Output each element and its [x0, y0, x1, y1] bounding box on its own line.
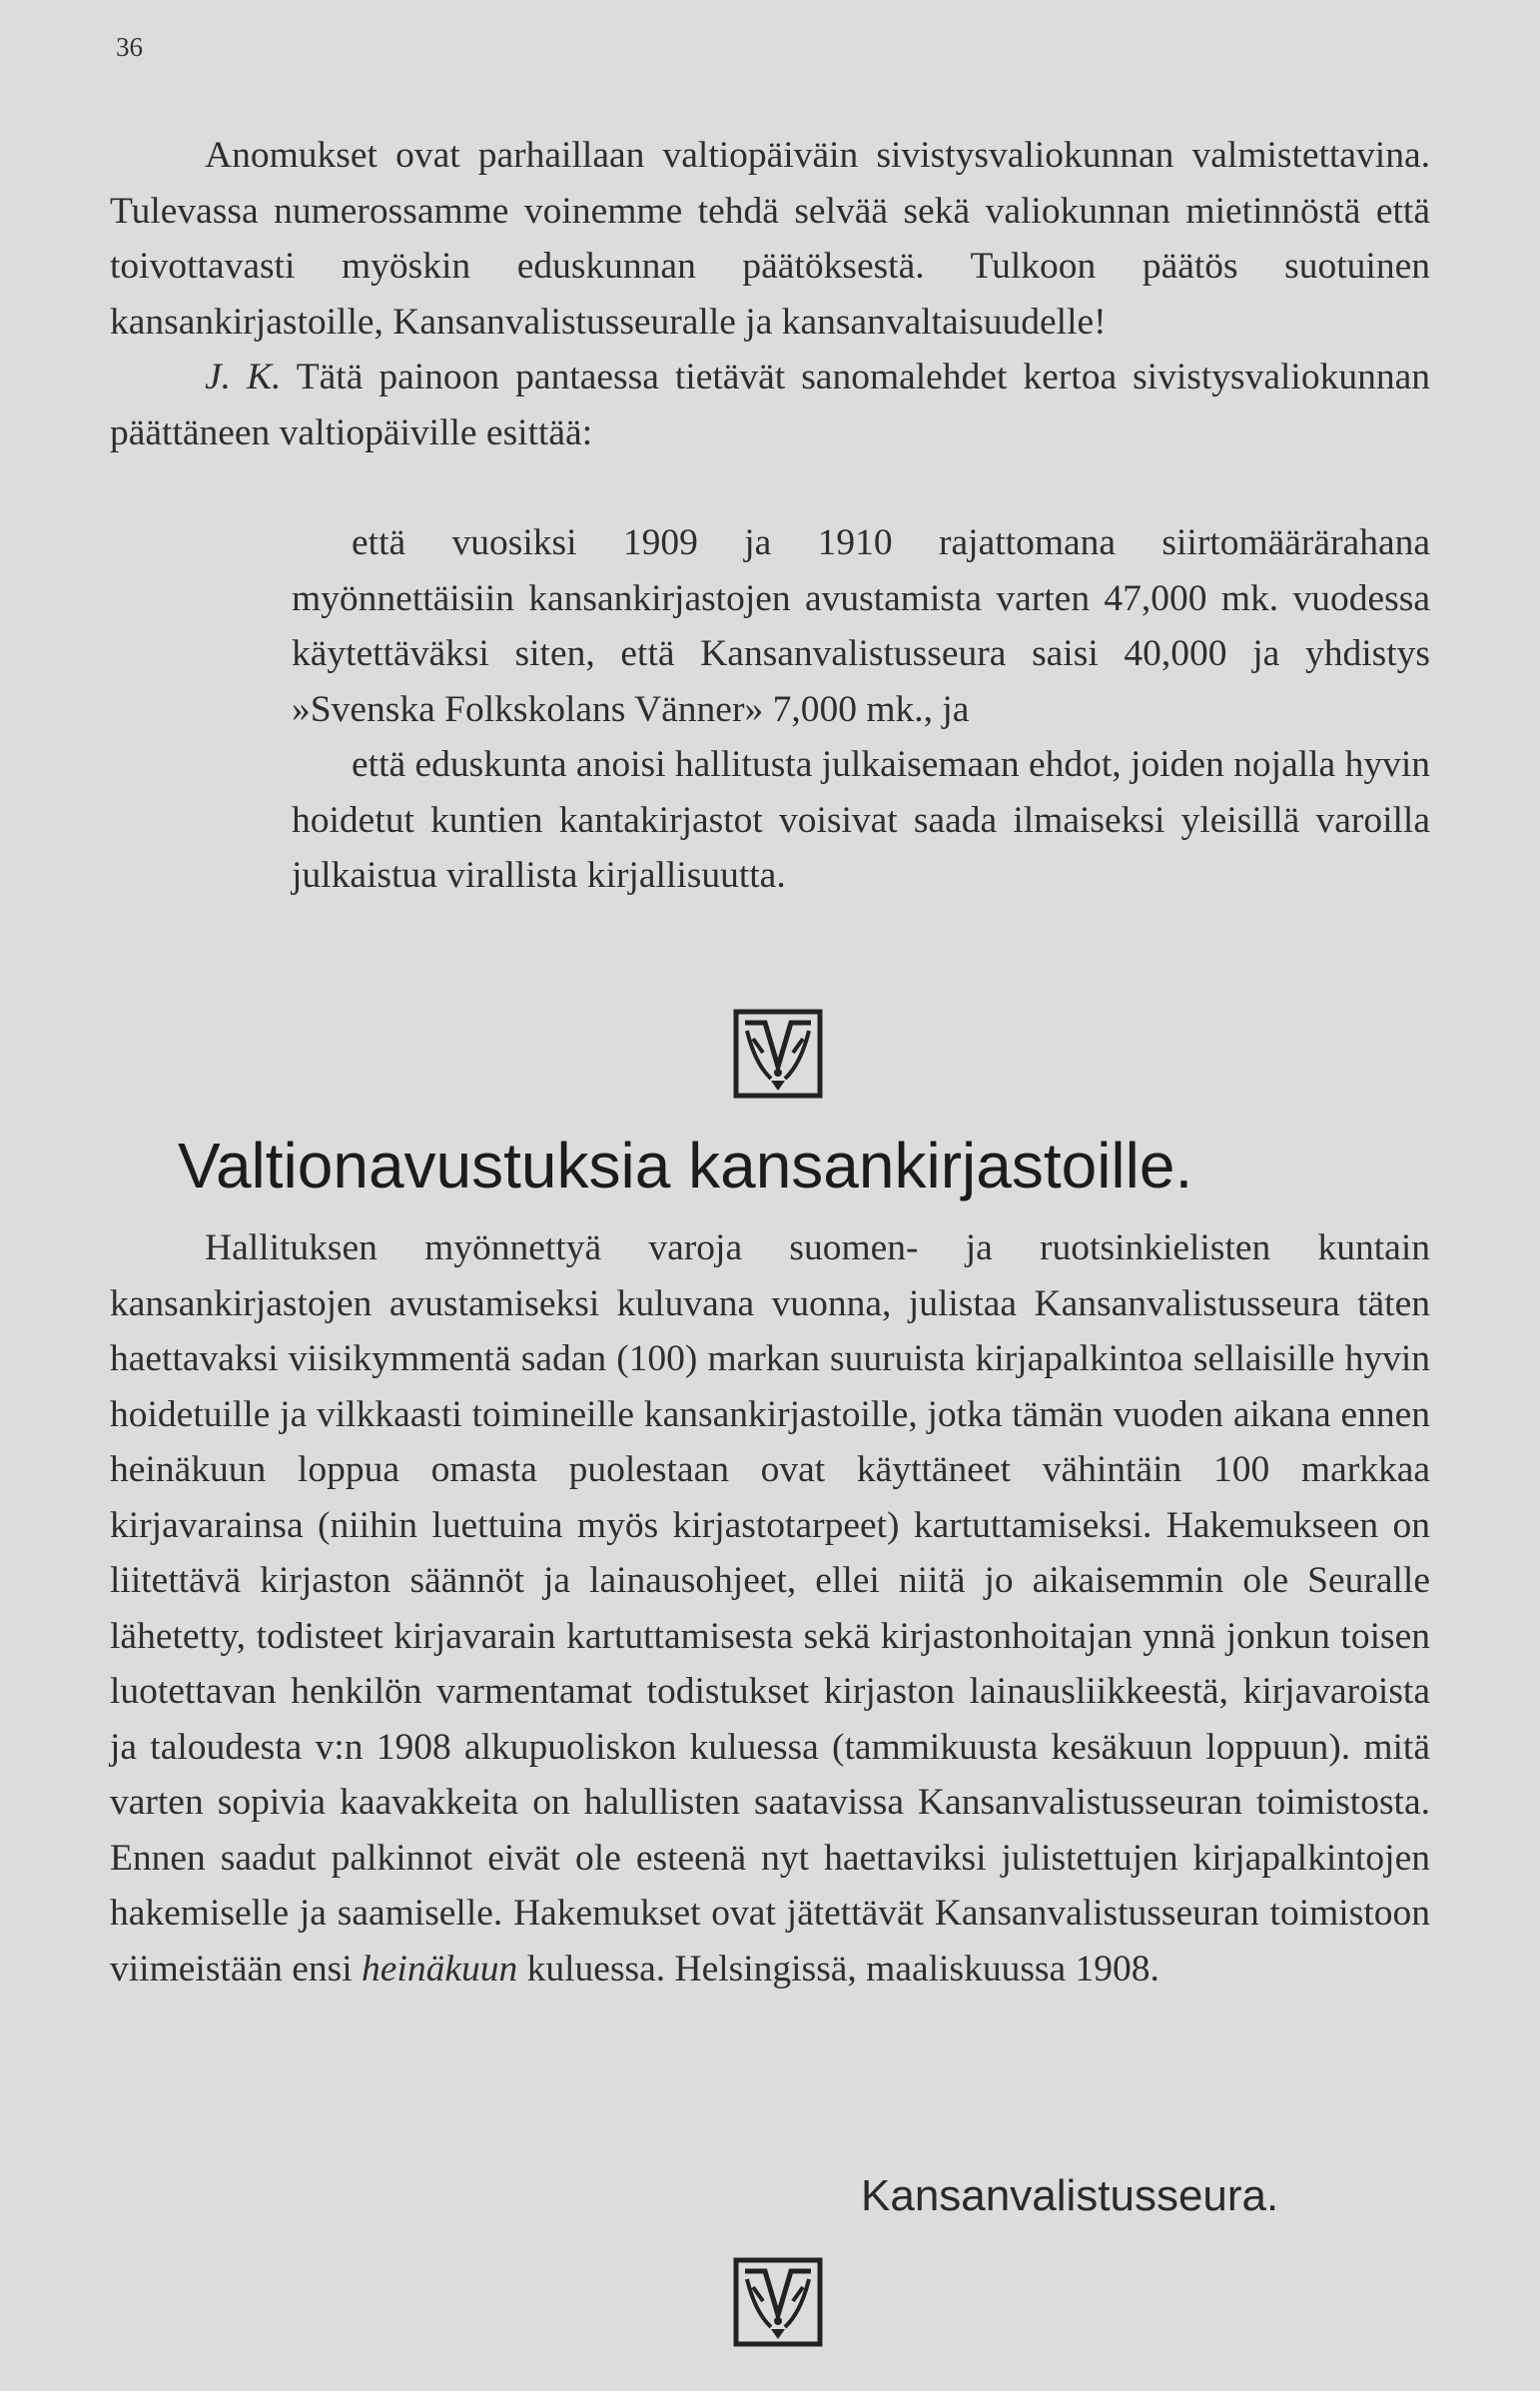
intro-section: [110, 128, 1430, 460]
author-initials: J. K.: [205, 357, 282, 398]
proposal-quote: [292, 515, 1430, 904]
intro-paragraph-2-text: Tätä painoon pantaessa tietävät sanomalehdet kertoa sivistysvaliokunnan päättäneen valtiopäiville esittää:: [110, 357, 1430, 453]
announcement-deadline: heinäkuun: [362, 1948, 518, 1990]
intro-paragraph-2: [110, 350, 1430, 460]
page-number: 36: [116, 32, 143, 62]
intro-paragraph-1: Anomukset ovat parhaillaan valtiopäiväin sivistysvaliokunnan valmistettavina. Tulevassa numerossamme voinemme tehdä selvää sekä valiokunnan mietinnöstä että toivottavasti myöskin eduskunnan päätöksestä. Tulkoon päätös suotuinen kansankirjastoille, Kansanvalistusseuralle ja kansanvaltaisuudelle!: [110, 135, 1430, 343]
section-heading: Valtionavustuksia kansankirjastoille.: [178, 1130, 1193, 1201]
ornament-bottom-icon: [733, 2257, 823, 2347]
signature: Kansanvalistusseura.: [861, 2171, 1279, 2220]
announcement-section: [110, 1220, 1430, 1996]
announcement-closing: kuluessa. Helsingissä, maaliskuussa 1908.: [517, 1948, 1159, 1990]
proposal-item-2: että eduskunta anoisi hallitusta julkaisemaan ehdot, joiden nojalla hyvin hoidetut kuntien kantakirjastot voisivat saada ilmaiseksi yleisillä varoilla julkaistua virallista kirjallisuutta.: [292, 744, 1430, 896]
ornament-icon: [733, 1009, 823, 1099]
announcement-paragraph: [110, 1220, 1430, 1996]
announcement-body: Hallituksen myönnettyä varoja suomen- ja ruotsinkielisten kuntain kansankirjastojen avustamiseksi kuluvana vuonna, julistaa Kansanvalistusseura täten haettavaksi viisikymmentä sadan (100) markan suuruista kirjapalkintoa sellaisille hyvin hoidetuille ja vilkkaasti toimineille kansankirjastoille, jotka tämän vuoden aikana ennen heinäkuun loppua omasta puolestaan ovat käyttäneet vähintäin 100 markkaa kirjavarainsa (niihin luettuina myös kirjastotarpeet) kartuttamiseksi. Hakemukseen on liitettävä kirjaston säännöt ja lainausohjeet, ellei niitä jo aikaisemmin ole Seuralle lähetetty, todisteet kirjavarain kartuttamisesta sekä kirjastonhoitajan ynnä jonkun toisen luotettavan henkilön varmentamat todistukset kirjaston lainausliikkeestä, kirjavaroista ja taloudesta v:n 1908 alkupuoliskon kuluessa (tammikuusta kesäkuun loppuun). mitä varten sopivia kaavakkeita on halullisten saatavissa Kansanvalistusseuran toimistosta. Ennen saadut palkinnot eivät ole esteenä nyt haettaviksi julistettujen kirjapalkintojen hakemiselle ja saamiselle. Hakemukset ovat jätettävät Kansanvalistusseuran toimistoon viimeistään ensi: [110, 1227, 1430, 1990]
proposal-item-1: että vuosiksi 1909 ja 1910 rajattomana siirtomäärärahana myönnettäisiin kansankirjastojen avustamista varten 47,000 mk. vuodessa käytettäväksi siten, että Kansanvalistusseura saisi 40,000 ja yhdistys »Svenska Folkskolans Vänner» 7,000 mk., ja: [292, 522, 1430, 730]
